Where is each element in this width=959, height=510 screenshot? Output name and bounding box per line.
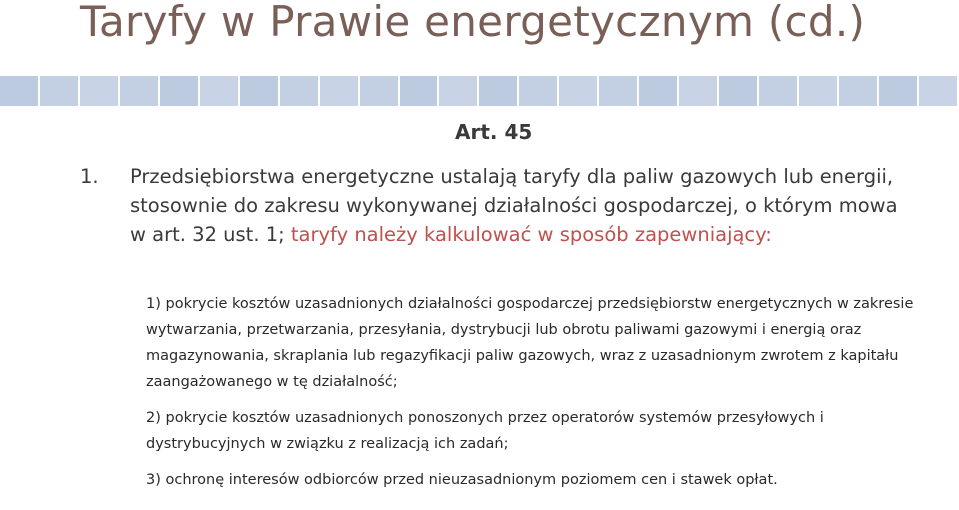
point-text-main: Przedsiębiorstwa energetyczne ustalają taryfy dla paliw gazowych lub energii, stosownie do zakresu wykonywanej działalności gospodarczej, o którym mowa w art. 32 ust. 1; [130,165,898,246]
bar-segment [0,76,40,106]
bar-segment [799,76,839,106]
bar-segment [479,76,519,106]
point-text-highlight: taryfy należy kalkulować w sposób zapewniający: [290,223,772,246]
subpoint-item: 3) ochronę interesów odbiorców przed nieuzasadnionym poziomem cen i stawek opłat. [146,472,778,488]
bar-segment [599,76,639,106]
bar-segment [839,76,879,106]
bar-segment [639,76,679,106]
article-point-1 [80,162,910,249]
bar-segment [679,76,719,106]
subpoint-list [146,291,916,493]
subpoint-item: 2) pokrycie kosztów uzasadnionych ponoszonych przez operatorów systemów przesyłowych i dystrybucyjnych w związku z realizacją ich zadań; [146,410,824,452]
bar-segment [360,76,400,106]
subpoint-item: 1) pokrycie kosztów uzasadnionych działalności gospodarczej przedsiębiorstw energetycznych w zakresie wytwarzania, przetwarzania, przesyłania, dystrybucji lub obrotu paliwami gazowymi i energią oraz magazynowania, skraplania lub regazyfikacji paliw gazowych, wraz z uzasadnionym zwrotem z kapitału zaangażowanego w tę działalność; [146,296,914,390]
point-number: 1. [80,165,99,188]
bar-segment [280,76,320,106]
bar-segment [160,76,200,106]
bar-segment [919,76,959,106]
title-decoration-bar [0,76,959,106]
bar-segment [80,76,120,106]
bar-segment [400,76,440,106]
slide-title: Taryfy w Prawie energetycznym (cd.) [80,0,866,46]
article-heading: Art. 45 [455,120,533,144]
bar-segment [320,76,360,106]
point-text [130,162,910,249]
bar-segment [439,76,479,106]
bar-segment [240,76,280,106]
bar-segment [200,76,240,106]
bar-segment [879,76,919,106]
bar-segment [120,76,160,106]
bar-segment [759,76,799,106]
bar-segment [719,76,759,106]
bar-segment [40,76,80,106]
bar-segment [559,76,599,106]
bar-segment [519,76,559,106]
